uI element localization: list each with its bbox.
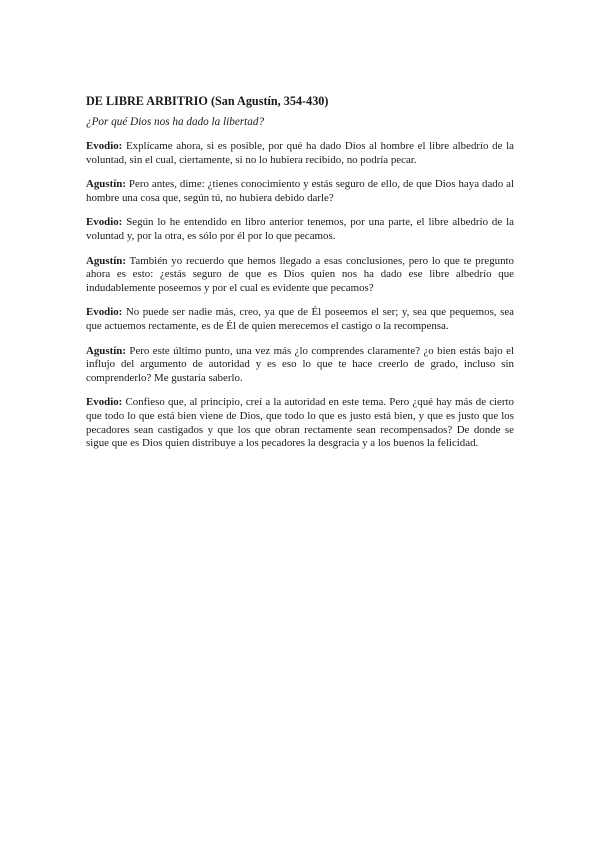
document-title: DE LIBRE ARBITRIO (San Agustín, 354-430) [86,94,329,108]
dialogue-paragraph [86,216,514,243]
speaker-name: Agustín: [86,344,126,357]
dialogue-paragraph [86,255,514,296]
document-page [86,94,514,462]
speaker-name: Evodio: [86,306,123,319]
document-subtitle: ¿Por qué Dios nos ha dado la libertad? [86,116,265,128]
speaker-name: Agustín: [86,254,126,267]
dialogue-paragraph [86,140,514,167]
paragraph-text: También yo recuerdo que hemos llegado a esas conclusiones, pero lo que te pregunto ahora es esto: ¿estás seguro de que es Dios quien nos ha dado ese libre albedrío que indudablemente poseemos y por el cual es evidente que pecamos? [86,254,514,294]
dialogue-paragraph [86,396,514,450]
dialogue-paragraph [86,178,514,205]
paragraph-text: Explícame ahora, si es posible, por qué ha dado Dios al hombre el libre albedrío de la voluntad, sin el cual, ciertamente, si no lo hubiera recibido, no podría pecar. [86,140,514,166]
paragraph-text: Pero antes, dime: ¿tienes conocimiento y estás seguro de ello, de que Dios haya dado al hombre una cosa que, según tú, no hubiera debido darle? [86,178,514,204]
paragraph-text: Confieso que, al principio, creí a la autoridad en este tema. Pero ¿qué hay más de cierto que todo lo que está bien viene de Dios, que todo lo que es justo está bien, y que es justo que los pecadores sean castigados y que los que obran rectamente sean recompensados? De donde se sigue que es Dios quien distribuye a los pecadores la desgracia y a los buenos la felicidad. [86,396,514,450]
speaker-name: Evodio: [86,216,123,229]
speaker-name: Evodio: [86,140,123,152]
paragraph-text: Según lo he entendido en libro anterior tenemos, por una parte, el libre albedrío de la voluntad y, por la otra, es sólo por él por lo que pecamos. [86,216,514,242]
paragraph-text: No puede ser nadie más, creo, ya que de Él poseemos el ser; y, sea que pequemos, sea que actuemos rectamente, es de Él de quien merecemos el castigo o la recompensa. [86,306,514,332]
speaker-name: Agustín: [86,178,126,191]
dialogue-paragraph [86,306,514,333]
paragraph-text: Pero este último punto, una vez más ¿lo comprendes claramente? ¿o bien estás bajo el influjo del argumento de autoridad y es eso lo que te hace creerlo de grado, incluso sin comprenderlo? Me gustaría saberlo. [86,344,514,384]
speaker-name: Evodio: [86,396,123,409]
dialogue-paragraph [86,345,514,386]
